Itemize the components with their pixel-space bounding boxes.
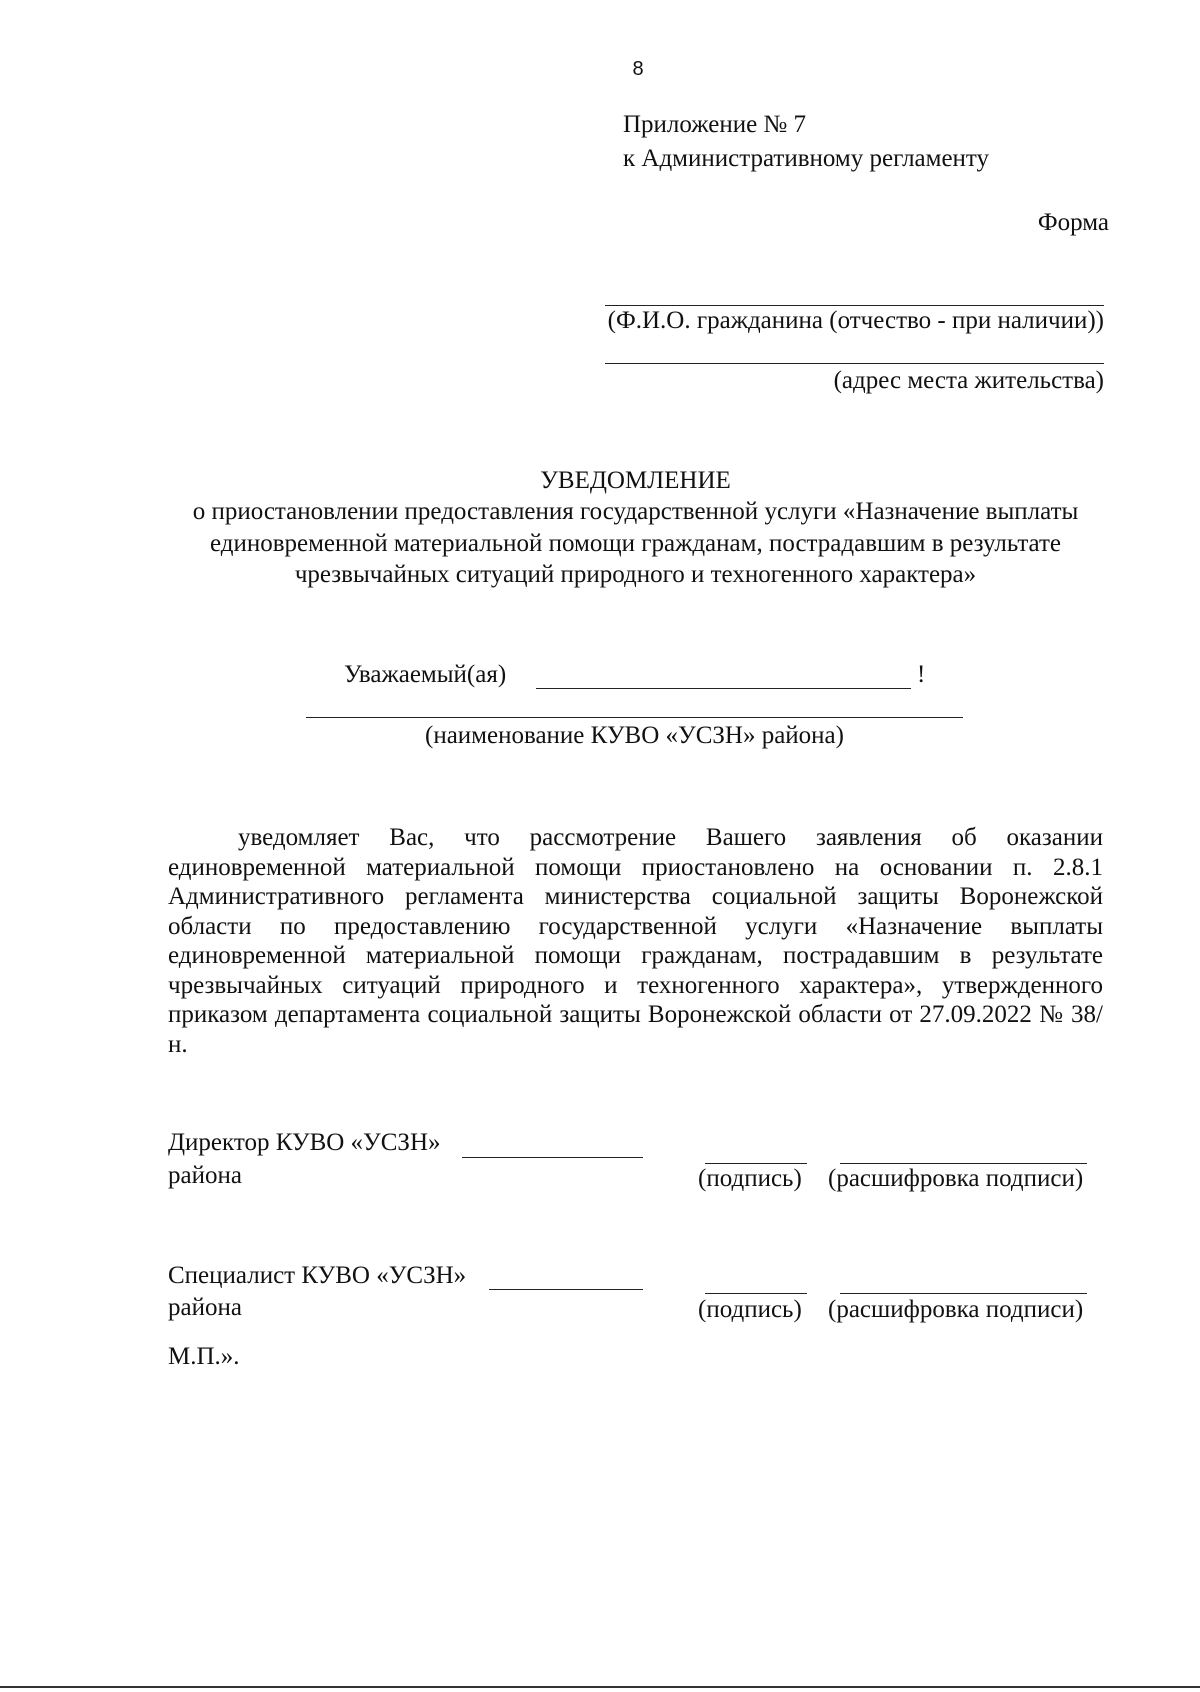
- title-line-3: чрезвычайных ситуаций природного и техногенного характера»: [294, 561, 977, 588]
- organization-field-caption: (наименование КУВО «УСЗН» района): [425, 722, 844, 749]
- specialist-decode-caption: (расшифровка подписи): [828, 1296, 1084, 1323]
- appendix-reference: к Административному регламенту: [623, 145, 990, 172]
- director-decode-caption: (расшифровка подписи): [828, 1165, 1084, 1192]
- organization-field-line: [306, 717, 963, 718]
- document-title: УВЕДОМЛЕНИЕ: [540, 467, 731, 494]
- notification-paragraph: уведомляет Вас, что рассмотрение Вашего заявления об оказании единовременной материальной помощи приостановлено на основании п. 2.8.1 Административного регламента министерства социальной защиты Воронежской области по предоставлению государственной услуги «Назначение выплаты единовременной материальной помощи гражданам, пострадавшим в результате чрезвычайных ситуаций природного и техногенного характера», утвержденного приказом департамента социальной защиты Воронежской области от 27.09.2022 № 38/н.: [168, 824, 1103, 1058]
- director-signature-line-a: [462, 1157, 643, 1158]
- director-signature-caption: (подпись): [698, 1165, 802, 1192]
- specialist-signature-caption: (подпись): [698, 1296, 802, 1323]
- specialist-role-district: района: [168, 1294, 242, 1321]
- title-line-1: о приостановлении предоставления государственной услуги «Назначение выплаты: [192, 498, 1079, 525]
- director-role-district: района: [168, 1162, 242, 1189]
- salutation-name-line: [536, 688, 911, 689]
- stamp-place: М.П.».: [168, 1343, 240, 1370]
- form-label: Форма: [1037, 209, 1109, 236]
- notification-body: [168, 823, 1103, 1059]
- address-field-caption: (адрес места жительства): [833, 367, 1104, 394]
- specialist-decode-line: [840, 1293, 1087, 1294]
- page-number: 8: [632, 58, 644, 80]
- address-field-line: [605, 363, 1104, 364]
- specialist-signature-line-a: [489, 1289, 643, 1290]
- title-line-2: единовременной материальной помощи гражданам, пострадавшим в результате: [209, 530, 1062, 557]
- specialist-role: Специалист КУВО «УСЗН»: [168, 1262, 467, 1289]
- name-field-caption: (Ф.И.О. гражданина (отчество - при наличии)): [607, 307, 1104, 334]
- salutation-exclamation: !: [917, 661, 926, 688]
- specialist-signature-line: [705, 1293, 807, 1294]
- appendix-number: Приложение № 7: [623, 111, 807, 138]
- director-role: Директор КУВО «УСЗН»: [168, 1129, 441, 1156]
- salutation-text: Уважаемый(ая): [344, 661, 507, 688]
- scan-edge-line: [0, 1686, 1200, 1688]
